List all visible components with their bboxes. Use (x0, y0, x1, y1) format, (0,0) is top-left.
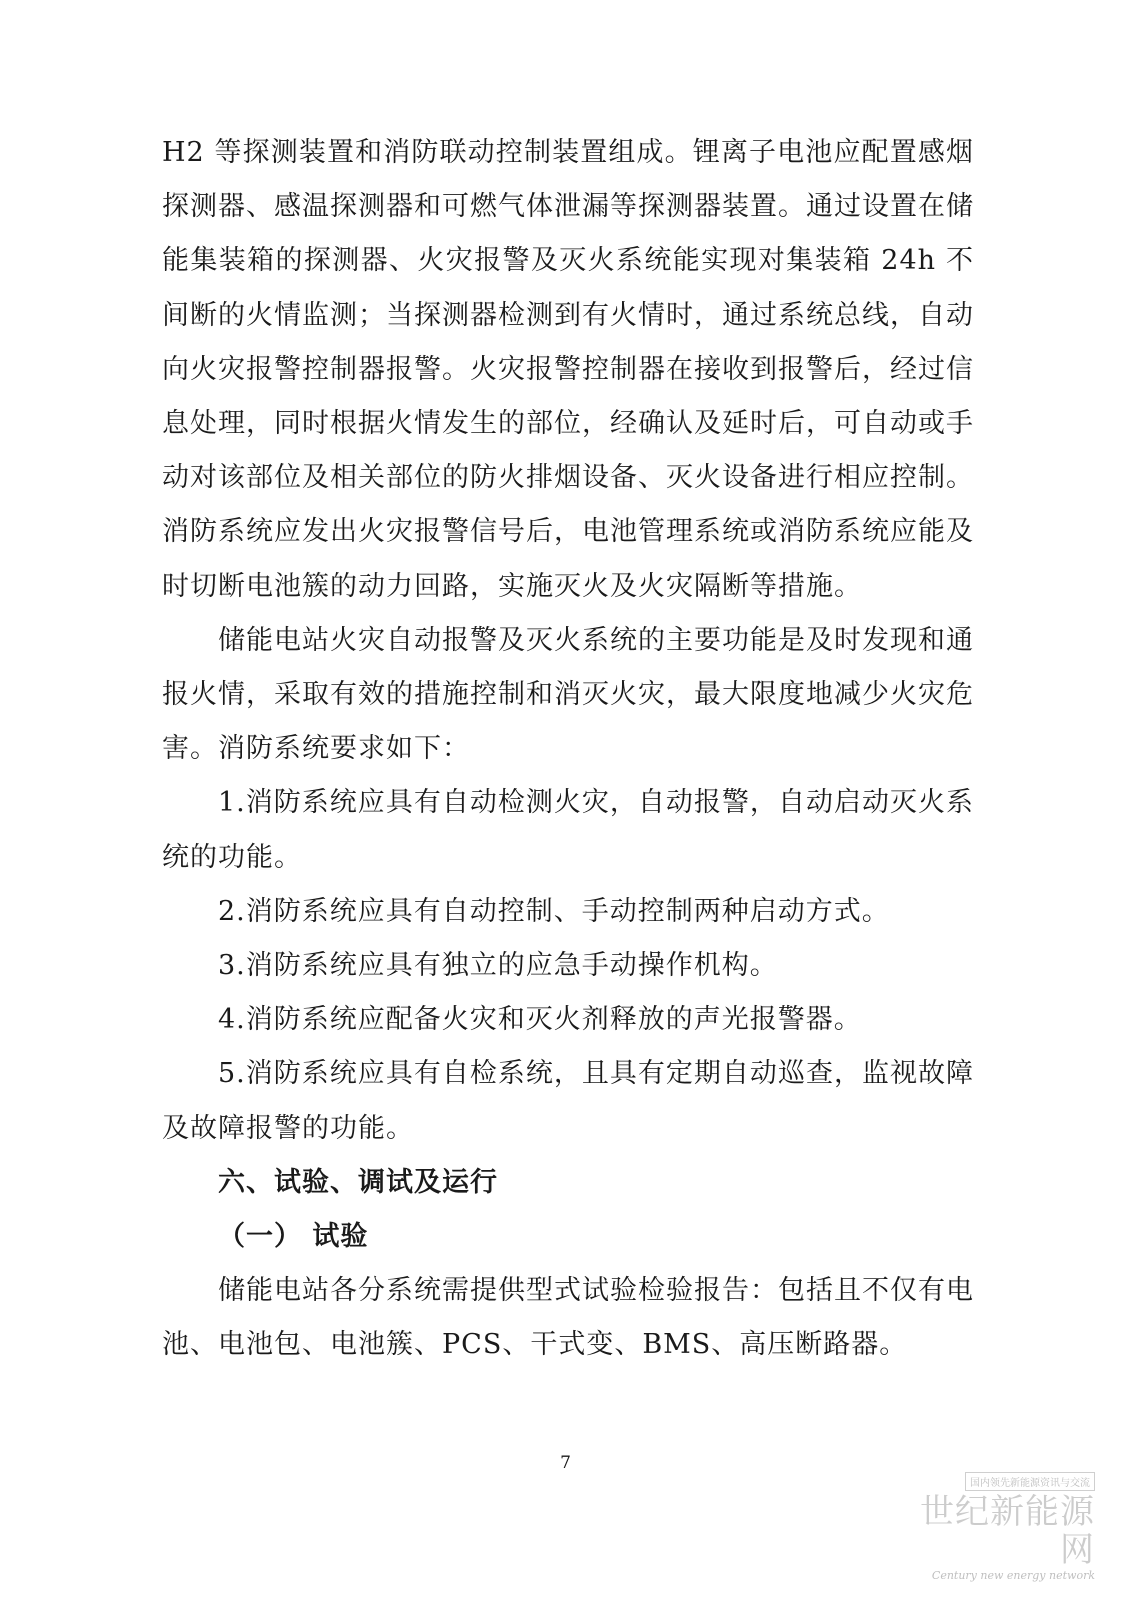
section-heading: 六、试验、调试及运行 (218, 1166, 498, 1198)
paragraph-system-functions: 储能电站火灾自动报警及灭火系统的主要功能是及时发现和通报火情，采取有效的措施控制和消灭火灾，最大限度地减少火灾危害。消防系统要求如下： (162, 624, 974, 765)
watermark-name: 世纪新能源网 (920, 1492, 1095, 1570)
requirement-item-2: 2.消防系统应具有自动控制、手动控制两种启动方式。 (218, 895, 890, 927)
paragraph-test-reports: 储能电站各分系统需提供型式试验检验报告：包括且不仅有电池、电池包、电池簇、PCS、干式变、BMS、高压断路器。 (162, 1275, 974, 1361)
body-text (162, 126, 974, 1373)
requirement-item-3: 3.消防系统应具有独立的应急手动操作机构。 (218, 950, 778, 982)
requirement-item-1: 1.消防系统应具有自动检测火灾，自动报警，自动启动灭火系统的功能。 (162, 787, 974, 873)
paragraph-detection-system: H2 等探测装置和消防联动控制装置组成。锂离子电池应配置感烟探测器、感温探测器和可燃气体泄漏等探测器装置。通过设置在储能集装箱的探测器、火灾报警及灭火系统能实现对集装箱 24h 不间断的火情监测；当探测器检测到有火情时，通过系统总线，自动向火灾报警控制器报警。火灾报警控制器在接收到报警后，经过信息处理，同时根据火情发生的部位，经确认及延时后，可自动或手动对该部位及相关部位的防火排烟设备、灭火设备进行相应控制。消防系统应发出火灾报警信号后，电池管理系统或消防系统应能及时切断电池簇的动力回路，实施灭火及火灾隔断等措施。 (162, 137, 974, 602)
watermark-tagline: 国内领先新能源资讯与交流 (965, 1472, 1095, 1491)
requirement-item-5: 5.消防系统应具有自检系统，且具有定期自动巡查，监视故障及故障报警的功能。 (162, 1058, 974, 1144)
watermark-english: Century new energy network (931, 1569, 1095, 1582)
requirement-item-4: 4.消防系统应配备火灾和灭火剂释放的声光报警器。 (218, 1004, 862, 1036)
page-number: 7 (560, 1453, 571, 1473)
watermark-logo (895, 1471, 1095, 1582)
subsection-heading: （一） 试验 (218, 1221, 369, 1253)
